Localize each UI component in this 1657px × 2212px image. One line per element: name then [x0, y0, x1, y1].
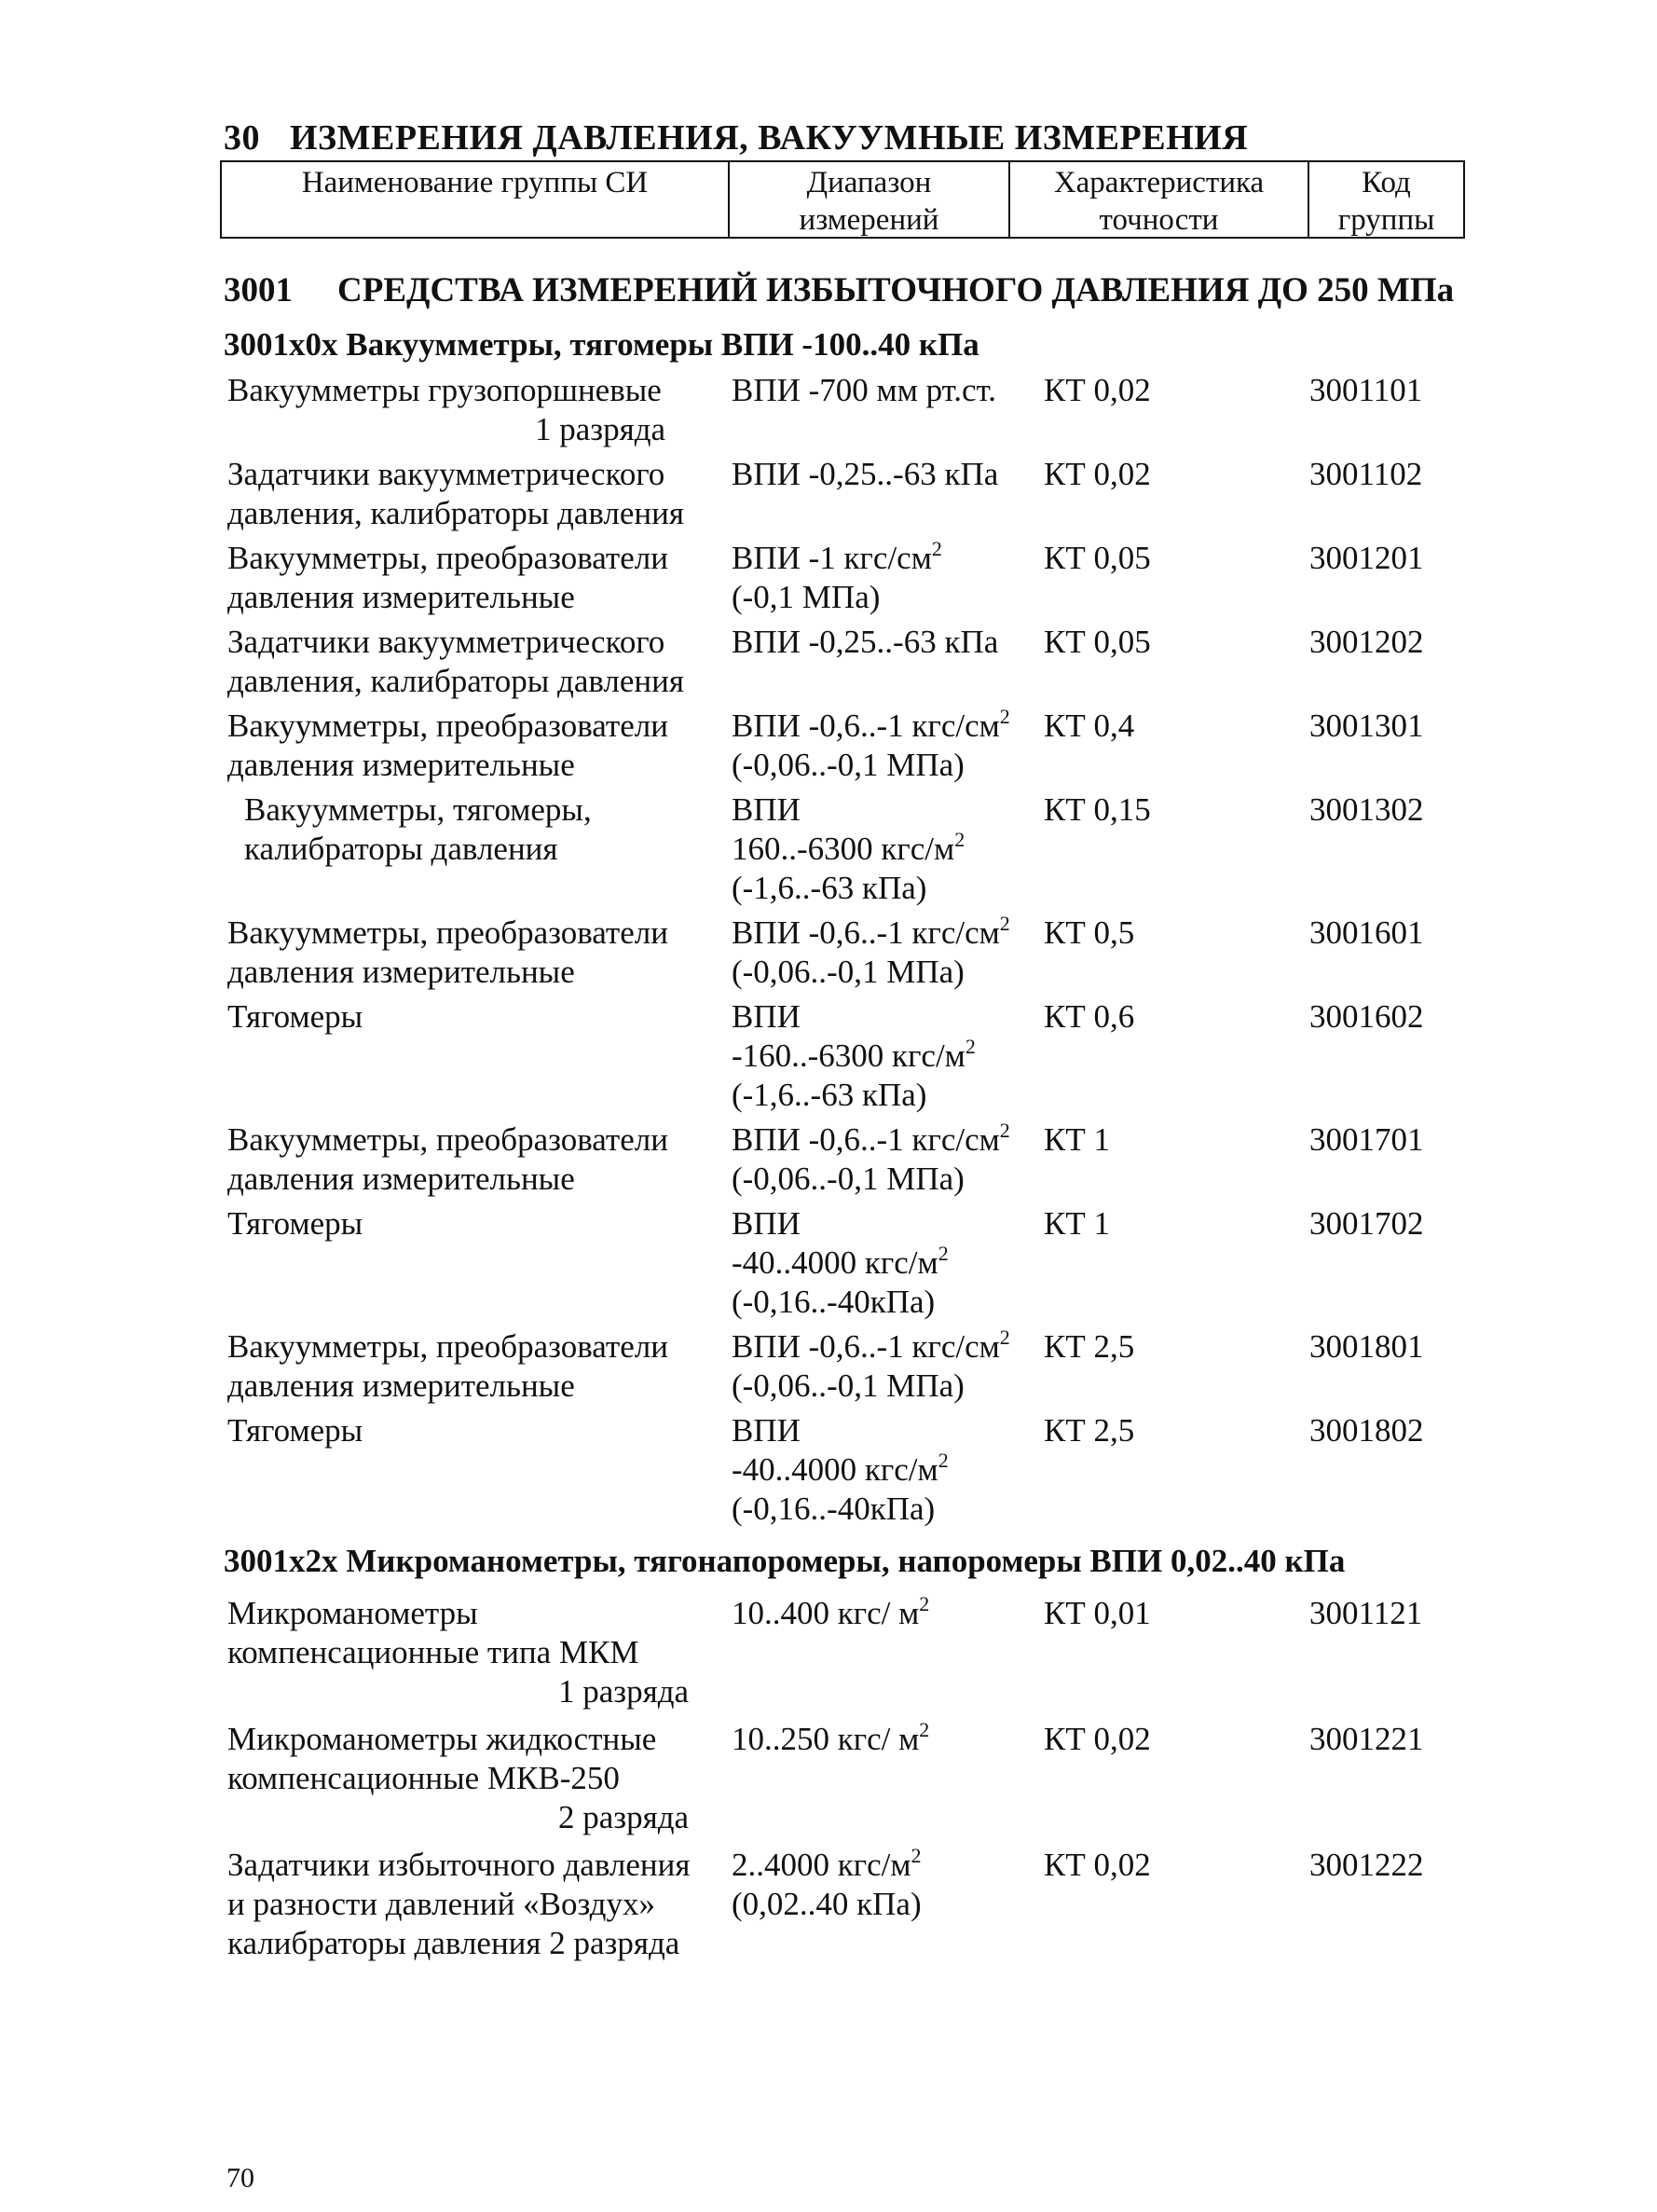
cell-range	[732, 707, 1039, 785]
cell-name-line: Вакуумметры грузопоршневые	[227, 372, 662, 408]
superscript-2: 2	[919, 1718, 930, 1741]
cell-range-line: 2..4000 кгс/$м^2$	[732, 1844, 922, 1883]
cell-accuracy: КТ 0,05	[1044, 624, 1151, 660]
cell-name-line: давления измерительные	[227, 579, 575, 615]
subgroup-heading-2: 3001х2х Микроманометры, тягонапоромеры, напоромеры ВПИ 0,02..40 кПа	[224, 1543, 1346, 1579]
cell-accuracy: КТ 0,02	[1044, 1721, 1151, 1757]
cell-range	[732, 1204, 1039, 1322]
cell-name	[227, 1411, 731, 1450]
group-number: 3001	[224, 271, 293, 309]
cell-name	[227, 914, 731, 992]
cell-name	[227, 1594, 731, 1711]
cell-name	[227, 1327, 731, 1406]
cell-name	[227, 997, 731, 1037]
cell-code: 3001601	[1309, 914, 1424, 951]
cell-code: 3001301	[1309, 708, 1424, 744]
cell-range-line: (-0,16..-40кПа)	[732, 1491, 936, 1527]
cell-range-line: (-0,06..-0,1 МПа)	[732, 747, 965, 783]
cell-range	[732, 1720, 1039, 1759]
header-accuracy-line2: точности	[1099, 203, 1219, 237]
cell-code: 3001702	[1309, 1205, 1424, 1242]
cell-code: 3001602	[1309, 998, 1424, 1035]
header-code	[1309, 162, 1463, 239]
header-code-line1: Код	[1362, 166, 1411, 199]
cell-range	[732, 1411, 1039, 1529]
cell-range-line: (-0,06..-0,1 МПа)	[732, 1161, 965, 1197]
cell-range-line: (-0,1 МПа)	[732, 579, 881, 615]
cell-accuracy: КТ 0,6	[1044, 998, 1135, 1035]
cell-range-line: (-0,06..-0,1 МПа)	[732, 1367, 965, 1404]
cell-code: 3001222	[1309, 1847, 1424, 1883]
cell-accuracy: КТ 1	[1044, 1121, 1110, 1158]
header-name	[222, 162, 730, 239]
superscript-2: 2	[938, 1242, 949, 1265]
cell-accuracy: КТ 2,5	[1044, 1328, 1135, 1365]
cell-name-line: давления измерительные	[227, 1161, 575, 1197]
header-accuracy	[1010, 162, 1309, 239]
superscript-2: 2	[965, 1035, 976, 1058]
cell-range	[732, 1327, 1039, 1406]
column-header-table	[220, 160, 1465, 239]
superscript-2: 2	[938, 1449, 949, 1472]
cell-code: 3001701	[1309, 1121, 1424, 1158]
cell-code: 3001102	[1309, 456, 1423, 492]
cell-range-line: (-0,16..-40кПа)	[732, 1284, 936, 1320]
cell-range-line: 10..400 кгс/ $м^2$	[732, 1592, 930, 1631]
cell-range-line: ВПИ	[732, 998, 801, 1035]
section-title-text: ИЗМЕРЕНИЯ ДАВЛЕНИЯ, ВАКУУМНЫЕ ИЗМЕРЕНИЯ	[290, 118, 1249, 158]
cell-range	[732, 1594, 1039, 1633]
superscript-2: 2	[919, 1592, 930, 1615]
page-number: 70	[226, 2163, 254, 2193]
cell-name-line: Вакуумметры, преобразователи	[227, 914, 668, 951]
cell-code: 3001221	[1309, 1721, 1424, 1757]
cell-name	[244, 790, 747, 869]
cell-accuracy: КТ 0,5	[1044, 914, 1135, 951]
cell-range-line: ВПИ -0,25..-63 кПа	[732, 456, 999, 492]
cell-range-line: (-0,06..-0,1 МПа)	[732, 954, 965, 990]
cell-name-line: давления, калибраторы давления	[227, 495, 684, 531]
cell-name	[227, 455, 731, 533]
cell-name-line: калибраторы давления 2 разряда	[227, 1925, 680, 1961]
cell-name-line: Вакуумметры, преобразователи	[227, 1121, 668, 1158]
cell-name-line: компенсационные МКВ-250	[227, 1760, 620, 1796]
cell-name-line: давления измерительные	[227, 1367, 575, 1404]
cell-name	[227, 1204, 731, 1243]
header-name-text: Наименование группы СИ	[301, 166, 649, 199]
subgroup-heading-1: 3001х0х Вакуумметры, тягомеры ВПИ -100..40 кПа	[224, 326, 979, 363]
cell-code: 3001302	[1309, 791, 1424, 828]
cell-name	[227, 371, 731, 449]
cell-range-line: ВПИ -0,6..-1 кгс/$см^2$	[732, 1326, 1010, 1365]
superscript-2: 2	[999, 1119, 1010, 1142]
superscript-2: 2	[999, 1326, 1010, 1349]
cell-name	[227, 623, 731, 701]
section-title	[224, 117, 1248, 158]
cell-range-line: ВПИ -0,6..-1 кгс/$см^2$	[732, 912, 1010, 951]
cell-name-line: Вакуумметры, преобразователи	[227, 708, 668, 744]
cell-name-line: Тягомеры	[227, 998, 363, 1035]
cell-name	[227, 1120, 731, 1199]
superscript-2: 2	[999, 912, 1010, 935]
section-number: 30	[224, 118, 260, 158]
cell-accuracy: КТ 1	[1044, 1205, 1110, 1242]
cell-range	[732, 914, 1039, 992]
header-range-line1: Диапазон	[806, 166, 932, 199]
cell-range-line: -40..4000 кгс/$м^2$	[732, 1242, 949, 1281]
superscript-2: 2	[931, 537, 942, 560]
cell-accuracy: КТ 0,02	[1044, 1847, 1151, 1883]
cell-name	[227, 1720, 731, 1837]
cell-range-line: 10..250 кгс/ $м^2$	[732, 1718, 930, 1757]
superscript-2: 2	[999, 705, 1010, 728]
cell-code: 3001202	[1309, 624, 1424, 660]
cell-range	[732, 371, 1039, 410]
cell-range-line: ВПИ	[732, 791, 801, 828]
cell-name-line: Тягомеры	[227, 1205, 363, 1242]
cell-accuracy: КТ 0,4	[1044, 708, 1135, 744]
cell-range	[732, 997, 1039, 1115]
cell-accuracy: КТ 0,01	[1044, 1595, 1151, 1631]
cell-range-line: (-1,6..-63 кПа)	[732, 870, 927, 906]
cell-code: 3001201	[1309, 540, 1424, 576]
cell-name	[227, 539, 731, 617]
cell-range-line: (0,02..40 кПа)	[732, 1886, 922, 1922]
cell-range-line: -40..4000 кгс/$м^2$	[732, 1449, 949, 1488]
cell-name-line: компенсационные типа МКМ	[227, 1634, 639, 1670]
cell-range-line: ВПИ	[732, 1205, 801, 1242]
cell-range-line: 160..-6300 кгс/$м^2$	[732, 828, 965, 867]
cell-range	[732, 1846, 1039, 1924]
cell-name-line: Вакуумметры, преобразователи	[227, 1328, 668, 1365]
cell-name-line: Тягомеры	[227, 1412, 363, 1449]
cell-name-line: 2 разряда	[558, 1799, 690, 1835]
cell-range-line: -160..-6300 кгс/$м^2$	[732, 1035, 976, 1074]
cell-range-line: ВПИ -0,6..-1 кгс/$см^2$	[732, 1119, 1010, 1158]
cell-name-line: давления измерительные	[227, 954, 575, 990]
cell-name	[227, 1846, 731, 1963]
cell-code: 3001801	[1309, 1328, 1424, 1365]
header-accuracy-line1: Характеристика	[1053, 166, 1265, 199]
superscript-2: 2	[954, 828, 965, 851]
cell-name	[227, 707, 731, 785]
cell-name-line: Задатчики вакуумметрического	[227, 456, 665, 492]
cell-range-line: ВПИ -1 кгс/$см^2$	[732, 537, 942, 576]
cell-name-line: давления измерительные	[227, 747, 575, 783]
cell-name-line: Задатчики избыточного давления	[227, 1847, 691, 1883]
superscript-2: 2	[911, 1844, 922, 1867]
cell-range	[732, 455, 1039, 494]
cell-accuracy: КТ 2,5	[1044, 1412, 1135, 1449]
cell-range-line: ВПИ -0,25..-63 кПа	[732, 624, 999, 660]
cell-range-line: ВПИ -700 мм рт.ст.	[732, 372, 996, 408]
cell-range-line: (-1,6..-63 кПа)	[732, 1077, 927, 1113]
cell-range	[732, 1120, 1039, 1199]
cell-range-line: ВПИ	[732, 1412, 801, 1449]
cell-name-line: Микроманометры	[227, 1595, 478, 1631]
cell-range	[732, 623, 1039, 662]
group-heading	[224, 270, 1454, 310]
cell-accuracy: КТ 0,15	[1044, 791, 1151, 828]
cell-code: 3001101	[1309, 372, 1423, 408]
header-code-line2: группы	[1337, 203, 1435, 237]
cell-code: 3001121	[1309, 1595, 1423, 1631]
cell-accuracy: КТ 0,05	[1044, 540, 1151, 576]
cell-range	[732, 539, 1039, 617]
cell-range-line: ВПИ -0,6..-1 кгс/$см^2$	[732, 705, 1010, 744]
cell-name-line: 1 разряда	[535, 411, 666, 447]
cell-name-line: давления, калибраторы давления	[227, 663, 684, 699]
cell-range	[732, 790, 1039, 908]
cell-name-line: Задатчики вакуумметрического	[227, 624, 665, 660]
cell-accuracy: КТ 0,02	[1044, 372, 1151, 408]
cell-code: 3001802	[1309, 1412, 1424, 1449]
group-title: СРЕДСТВА ИЗМЕРЕНИЙ ИЗБЫТОЧНОГО ДАВЛЕНИЯ ДО 250 МПа	[337, 271, 1455, 309]
cell-name-line: Вакуумметры, преобразователи	[227, 540, 668, 576]
cell-name-line: 1 разряда	[558, 1673, 690, 1710]
header-range-line2: измерений	[799, 203, 939, 237]
cell-accuracy: КТ 0,02	[1044, 456, 1151, 492]
cell-name-line: и разности давлений «Воздух»	[227, 1886, 655, 1922]
header-range	[730, 162, 1010, 239]
cell-name-line: Микроманометры жидкостные	[227, 1721, 657, 1757]
cell-name-line: Вакуумметры, тягомеры,	[244, 791, 592, 828]
cell-name-line: калибраторы давления	[244, 831, 558, 867]
